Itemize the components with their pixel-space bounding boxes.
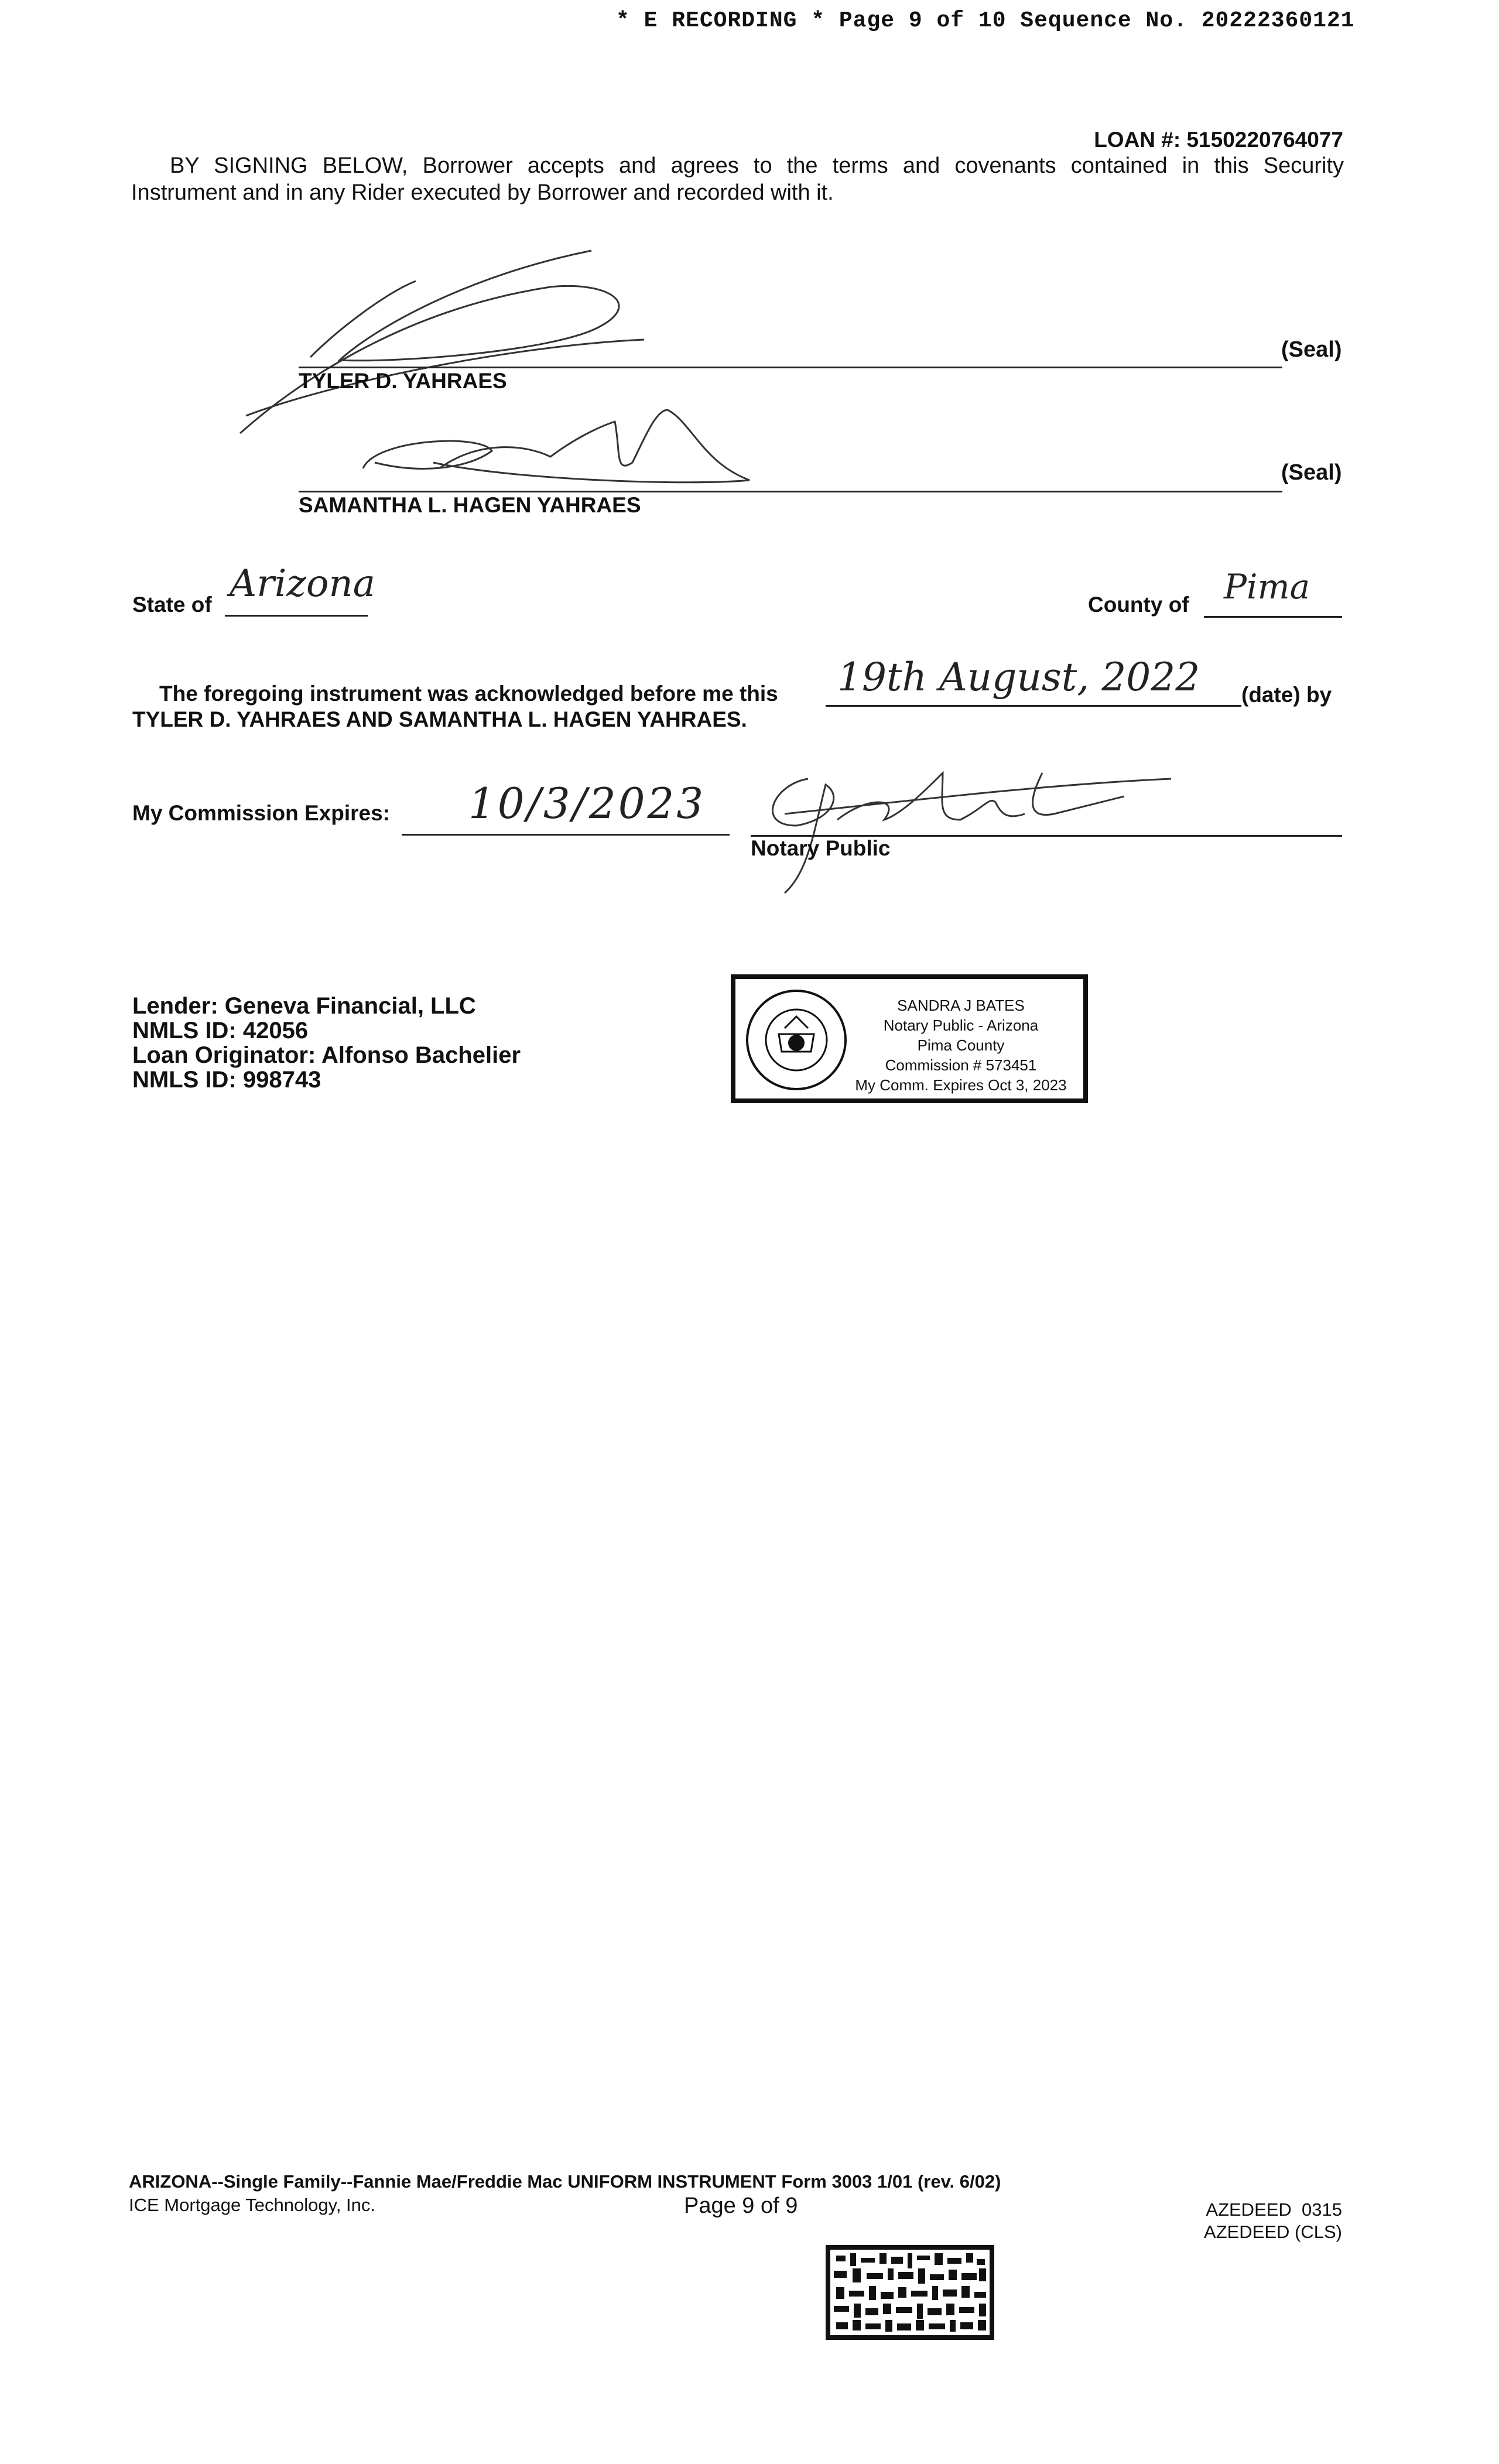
footer-code-2: AZEDEED (CLS) (1204, 2222, 1342, 2242)
recording-header: * E RECORDING * Page 9 of 10 Sequence No. 20222360121 (616, 8, 1355, 33)
footer-code-1: AZEDEED 0315 (1206, 2199, 1342, 2220)
borrower-1-name: TYLER D. YAHRAES (299, 369, 507, 393)
borrower-2-signature (340, 404, 785, 498)
commission-value: 10/3/2023 (468, 779, 706, 828)
acknowledgment-statement: The foregoing instrument was acknowledged before me this (159, 682, 778, 706)
intro-line-2: Instrument and in any Rider executed by Borrower and recorded with it. (131, 180, 834, 205)
commission-line (402, 834, 730, 836)
footer-page: Page 9 of 9 (684, 2193, 798, 2218)
borrower-1-signature-line (299, 367, 1282, 368)
state-line (225, 615, 368, 617)
state-seal-icon (744, 987, 849, 1093)
county-line (1204, 616, 1342, 618)
acknowledgment-date: 19th August, 2022 (837, 655, 1200, 700)
state-value: Arizona (230, 562, 375, 605)
lender-nmls: NMLS ID: 42056 (132, 1018, 309, 1043)
footer-company: ICE Mortgage Technology, Inc. (129, 2195, 376, 2215)
borrower-2-seal: (Seal) (1281, 460, 1342, 485)
stamp-commission: Commission # 573451 (885, 1056, 1037, 1074)
date-line (826, 705, 1241, 707)
borrower-1-seal: (Seal) (1281, 337, 1342, 362)
state-label: State of (132, 593, 212, 617)
loan-originator: Loan Originator: Alfonso Bachelier (132, 1042, 521, 1068)
borrower-2-name: SAMANTHA L. HAGEN YAHRAES (299, 493, 641, 517)
acknowledged-persons: TYLER D. YAHRAES AND SAMANTHA L. HAGEN YAHRAES. (132, 707, 747, 731)
loan-number: LOAN #: 5150220764077 (1094, 128, 1343, 152)
originator-nmls: NMLS ID: 998743 (132, 1067, 321, 1093)
county-value: Pima (1224, 567, 1310, 607)
notary-public-label: Notary Public (751, 836, 891, 860)
intro-line-1: BY SIGNING BELOW, Borrower accepts and agrees to the terms and covenants contained in this Security (170, 153, 1344, 178)
barcode (826, 2245, 994, 2340)
stamp-county: Pima County (917, 1036, 1005, 1054)
stamp-expiration: My Comm. Expires Oct 3, 2023 (855, 1076, 1067, 1094)
notary-signature (750, 761, 1183, 896)
stamp-notary-name: SANDRA J BATES (897, 997, 1025, 1014)
notary-stamp (731, 974, 1088, 1103)
borrower-2-signature-line (299, 491, 1282, 492)
barcode-icon (826, 2245, 994, 2340)
county-label: County of (1088, 593, 1189, 617)
stamp-notary-title: Notary Public - Arizona (883, 1017, 1039, 1034)
lender-name: Lender: Geneva Financial, LLC (132, 993, 476, 1019)
footer-form: ARIZONA--Single Family--Fannie Mae/Freddie Mac UNIFORM INSTRUMENT Form 3003 1/01 (rev. 6/02) (129, 2171, 1001, 2192)
date-suffix: (date) by (1241, 683, 1332, 707)
commission-label: My Commission Expires: (132, 801, 391, 825)
